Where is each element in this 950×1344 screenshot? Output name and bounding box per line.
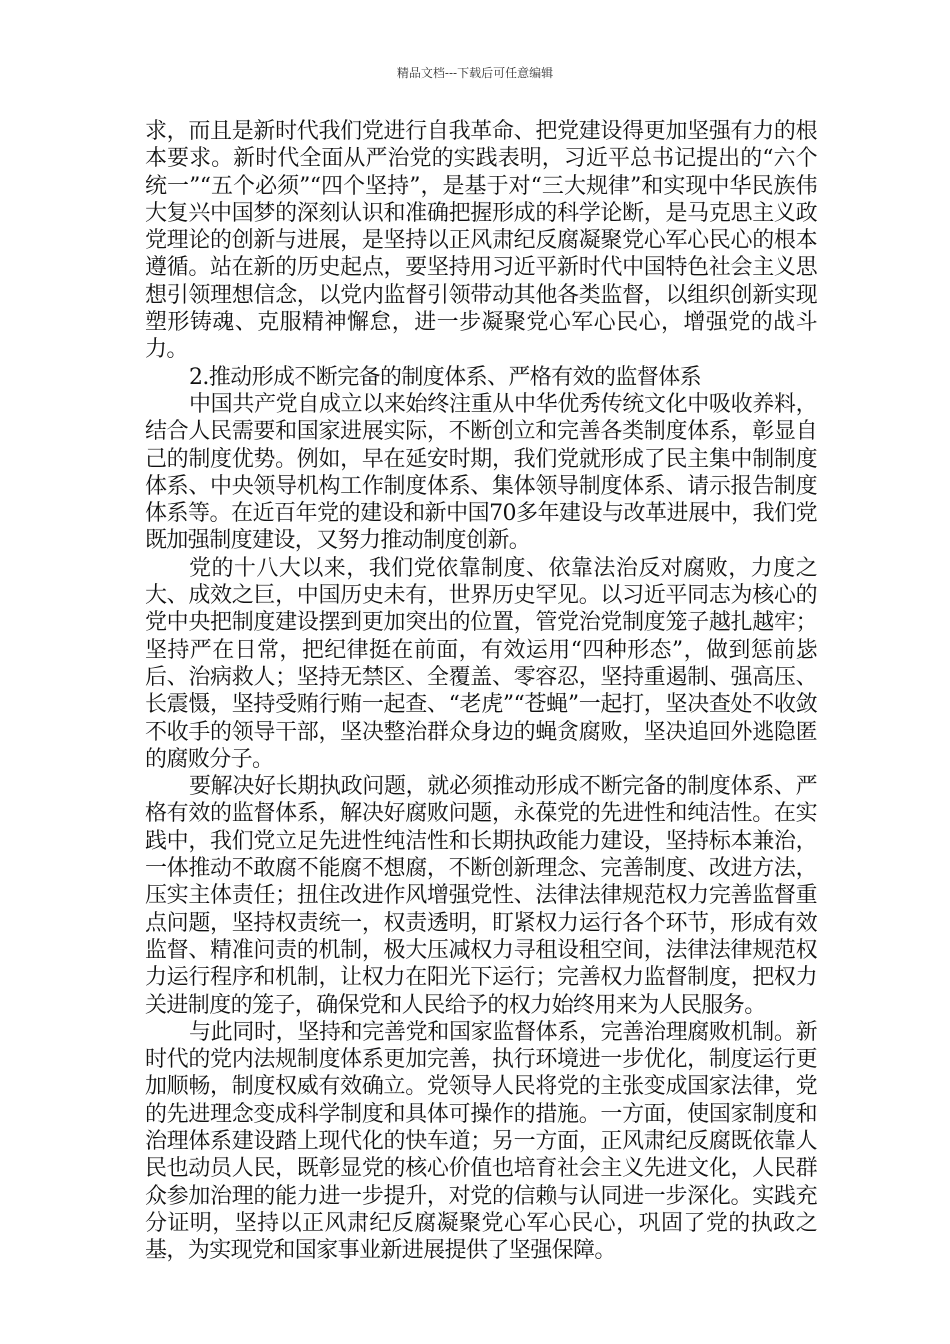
paragraph-6: 与此同时，坚持和完善党和国家监督体系，完善治理腐败机制。新时代的党内法规制度体系更加完善，执行环境进一步优化，制度运行更加顺畅，制度权威有效确立。党领导人民将党的主张变成国家法律，党的先进理念变成科学制度和具体可操作的措施。一方面，使国家制度和治理体系建设踏上现代化的快车道；另一方面，正风肃纪反腐既依靠人民也动员人民，既彰显党的核心价值也培育社会主义先进文化，人民群众参加治理的能力进一步提升，对党的信赖与认同进一步深化。实践充分证明，坚持以正风肃纪反腐凝聚党心军心民心，巩固了党的执政之基，为实现党和国家事业新进展提供了坚强保障。 [145, 1019, 817, 1264]
paragraph-3: 中国共产党自成立以来始终注重从中华优秀传统文化中吸收养料，结合人民需要和国家进展实际，不断创立和完善各类制度体系，彰显自己的制度优势。例如，早在延安时期，我们党就形成了民主集中制制度体系、中央领导机构工作制度体系、集体领导制度体系、请示报告制度体系等。在近百年党的建设和新中国70多年建设与改革进展中，我们党既加强制度建设，又努力推动制度创新。 [145, 391, 817, 554]
paragraph-1: 求，而且是新时代我们党进行自我革命、把党建设得更加坚强有力的根本要求。新时代全面从严治党的实践表明，习近平总书记提出的“六个统一”“五个必须”“四个坚持”，是基于对“三大规律”和实现中华民族伟大复兴中国梦的深刻认识和准确把握形成的科学论断，是马克思主义政党理论的创新与进展，是坚持以正风肃纪反腐凝聚党心军心民心的根本遵循。站在新的历史起点，要坚持用习近平新时代中国特色社会主义思想引领理想信念，以党内监督引领带动其他各类监督，以组织创新实现塑形铸魂、克服精神懈怠，进一步凝聚党心军心民心，增强党的战斗力。 [145, 119, 817, 363]
paragraph-4: 党的十八大以来，我们党依靠制度、依靠法治反对腐败，力度之大、成效之巨，中国历史未有，世界历史罕见。以习近平同志为核心的党中央把制度建设摆到更加突出的位置，管党治党制度笼子越扎越牢；坚持严在日常，把纪律挺在前面，有效运用“四种形态”，做到惩前毖后、治病救人；坚持无禁区、全覆盖、零容忍，坚持重遏制、强高压、长震慑，坚持受贿行贿一起查、“老虎”“苍蝇”一起打，坚决查处不收敛不收手的领导干部，坚决整治群众身边的蝇贪腐败，坚决追回外逃隐匿的腐败分子。 [145, 555, 817, 772]
page-header: 精品文档---下载后可任意编辑 [396, 66, 554, 80]
section-heading-2: 2.推动形成不断完备的制度体系、严格有效的监督体系 [189, 364, 701, 390]
paragraph-5: 要解决好长期执政问题，就必须推动形成不断完备的制度体系、严格有效的监督体系，解决好腐败问题，永葆党的先进性和纯洁性。在实践中，我们党立足先进性纯洁性和长期执政能力建设，坚持标本兼治，一体推动不敢腐不能腐不想腐，不断创新理念、完善制度、改进方法，压实主体责任；扭住改进作风增强党性、法律法律规范权力完善监督重点问题，坚持权责统一，权责透明，盯紧权力运行各个环节，形成有效监督、精准问责的机制，极大压减权力寻租设租空间，法律法律规范权力运行程序和机制，让权力在阳光下运行；完善权力监督制度，把权力关进制度的笼子，确保党和人民给予的权力始终用来为人民服务。 [145, 774, 817, 1018]
document-body [145, 118, 817, 1264]
